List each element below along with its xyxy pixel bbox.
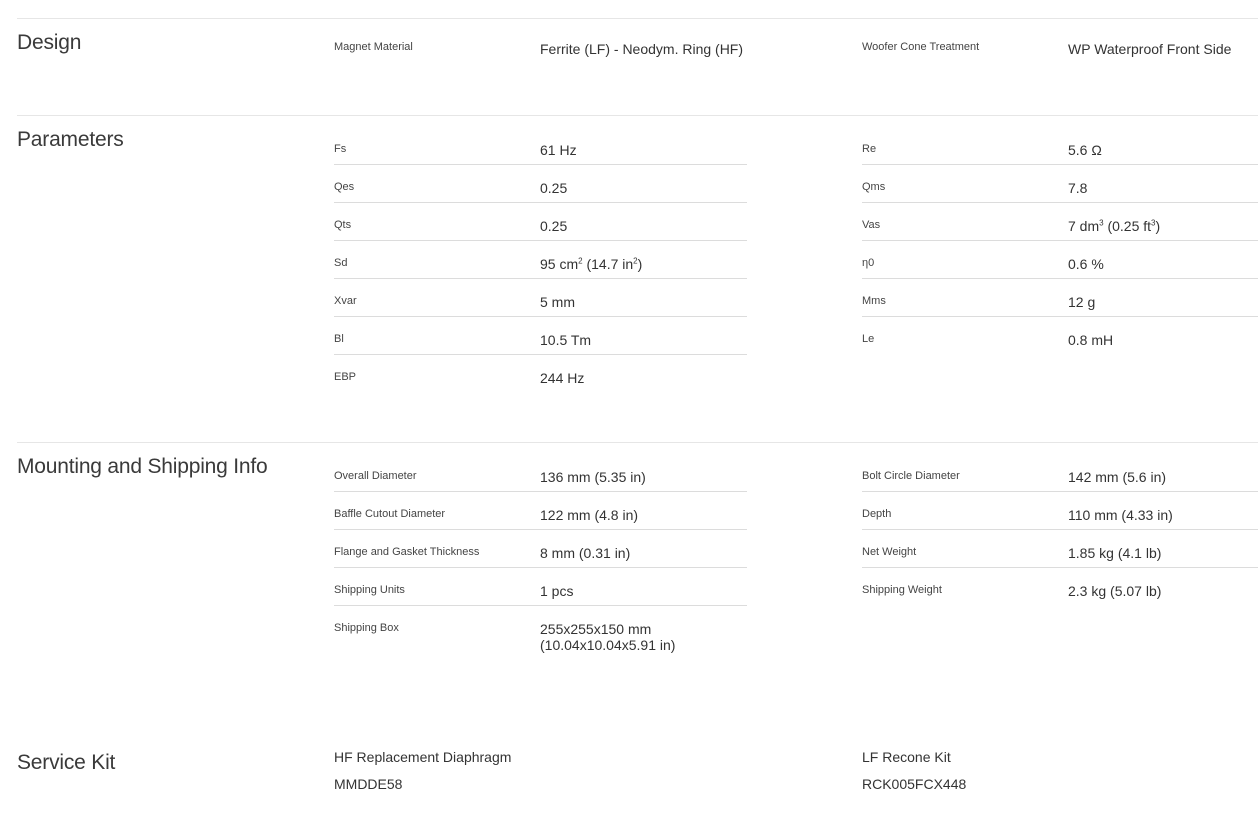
mounting-right-column — [862, 454, 1258, 606]
spec-row — [334, 606, 747, 652]
service-kit-code: RCK005FCX448 — [862, 776, 967, 792]
spec-value: 0.25 — [540, 218, 568, 234]
spec-row — [334, 317, 747, 355]
parameters-section — [0, 115, 1258, 442]
service-kit-name: LF Recone Kit — [862, 749, 951, 765]
section-title: Design — [17, 31, 82, 54]
spec-label: Bolt Circle Diameter — [862, 470, 960, 482]
spec-value: 1.85 kg (4.1 lb) — [1068, 545, 1162, 561]
service-kit-name: HF Replacement Diaphragm — [334, 749, 512, 765]
spec-label: Shipping Box — [334, 622, 399, 634]
spec-value: 8 mm (0.31 in) — [540, 545, 631, 561]
spec-value: 0.25 — [540, 180, 568, 196]
spec-value: 2.3 kg (5.07 lb) — [1068, 583, 1162, 599]
spec-row — [862, 241, 1258, 279]
spec-label: Mms — [862, 295, 886, 307]
spec-value: 110 mm (4.33 in) — [1068, 507, 1173, 523]
spec-row — [334, 492, 747, 530]
spec-row — [862, 492, 1258, 530]
spec-row — [334, 530, 747, 568]
spec-label: Le — [862, 333, 875, 345]
spec-row — [862, 317, 1258, 355]
spec-value: 5.6 Ω — [1068, 142, 1102, 158]
spec-label: η0 — [862, 257, 875, 269]
spec-row — [862, 203, 1258, 241]
spec-label: EBP — [334, 371, 357, 383]
spec-value: 255x255x150 mm (10.04x10.04x5.91 in) — [540, 621, 676, 653]
spec-label: Sd — [334, 257, 348, 269]
mounting-section — [0, 442, 1258, 742]
spec-row — [862, 530, 1258, 568]
spec-label: Woofer Cone Treatment — [862, 41, 980, 53]
spec-label: Flange and Gasket Thickness — [334, 546, 480, 558]
spec-label: Depth — [862, 508, 892, 520]
spec-value: 136 mm (5.35 in) — [540, 469, 646, 485]
spec-row — [334, 241, 747, 279]
spec-label: Re — [862, 143, 877, 155]
spec-row — [334, 568, 747, 606]
spec-value: 122 mm (4.8 in) — [540, 507, 639, 523]
spec-row — [334, 279, 747, 317]
spec-label: Fs — [334, 143, 347, 155]
spec-row — [334, 127, 747, 165]
spec-label: Overall Diameter — [334, 470, 417, 482]
spec-value: 5 mm — [540, 294, 575, 310]
section-divider — [17, 18, 1258, 19]
spec-row — [334, 355, 747, 393]
section-divider — [17, 115, 1258, 116]
spec-row — [862, 454, 1258, 492]
spec-row — [334, 165, 747, 203]
spec-value: 0.8 mH — [1068, 332, 1114, 348]
spec-row — [334, 454, 747, 492]
parameters-right-column — [862, 127, 1258, 355]
spec-label: Xvar — [334, 295, 357, 307]
spec-row — [862, 127, 1258, 165]
spec-value: 7 $dm^3$ (0.25 $ft^3$) — [1068, 218, 1161, 234]
spec-label: Vas — [862, 219, 881, 231]
spec-value: Ferrite (LF) - Neodym. Ring (HF) — [540, 41, 744, 57]
spec-value: 0.6 % — [1068, 256, 1104, 272]
spec-label: Qes — [334, 181, 355, 193]
spec-value: 12 g — [1068, 294, 1096, 310]
spec-value: 10.5 Tm — [540, 332, 592, 348]
spec-value: WP Waterproof Front Side — [1068, 41, 1232, 57]
spec-row — [862, 279, 1258, 317]
spec-label: Net Weight — [862, 546, 917, 558]
spec-label: Baffle Cutout Diameter — [334, 508, 446, 520]
section-title: Service Kit — [17, 751, 116, 774]
spec-row — [862, 165, 1258, 203]
parameters-left-column — [334, 127, 747, 393]
spec-label: Shipping Weight — [862, 584, 942, 596]
spec-value: 142 mm (5.6 in) — [1068, 469, 1167, 485]
spec-value: 1 pcs — [540, 583, 574, 599]
spec-label: Bl — [334, 333, 344, 345]
section-divider — [17, 442, 1258, 443]
spec-value: 7.8 — [1068, 180, 1088, 196]
service-kit-code: MMDDE58 — [334, 776, 403, 792]
mounting-left-column — [334, 454, 747, 652]
spec-row — [334, 203, 747, 241]
spec-value: 95 $cm^2$ (14.7 $in^2$) — [540, 256, 643, 272]
section-title: Mounting and Shipping Info — [17, 455, 268, 478]
spec-row — [862, 568, 1258, 606]
spec-label: Qts — [334, 219, 352, 231]
spec-label: Magnet Material — [334, 41, 413, 53]
spec-label: Qms — [862, 181, 886, 193]
section-title: Parameters — [17, 128, 124, 151]
design-section — [0, 18, 1258, 115]
spec-label: Shipping Units — [334, 584, 405, 596]
spec-value: 244 Hz — [540, 370, 585, 386]
spec-value: 61 Hz — [540, 142, 577, 158]
